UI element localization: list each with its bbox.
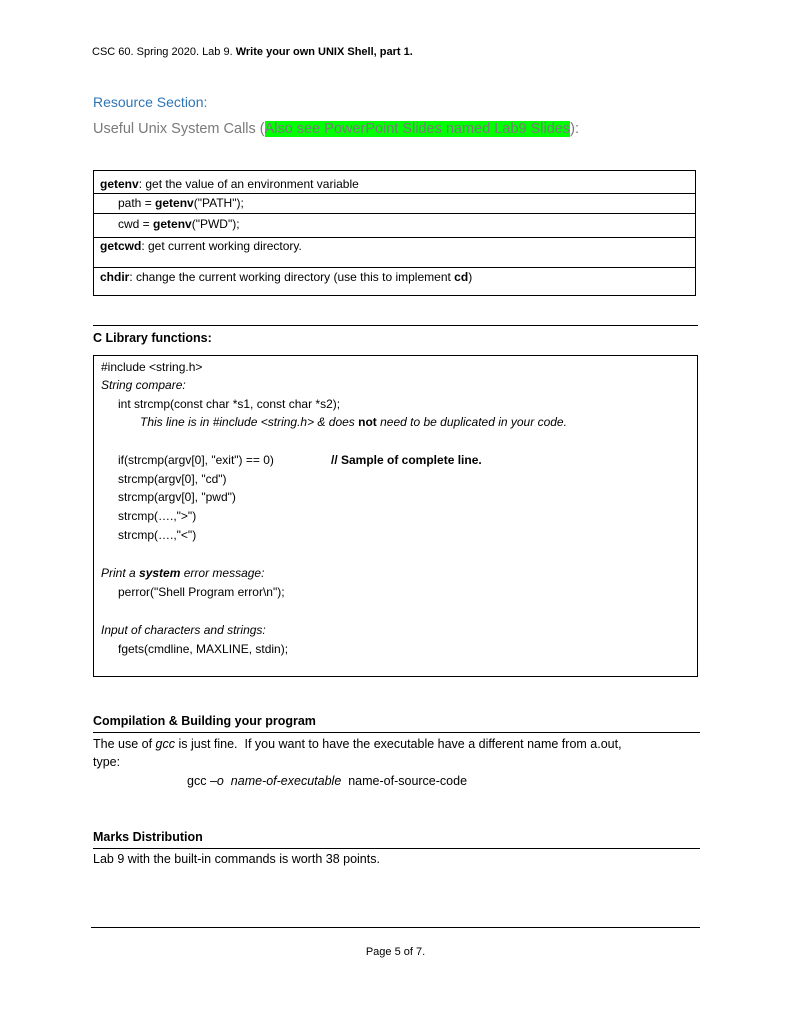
header-course: CSC 60. Spring 2020. Lab 9. bbox=[92, 46, 236, 58]
useful-suffix: ): bbox=[570, 121, 579, 137]
perror-line: perror("Shell Program error\n"); bbox=[118, 585, 285, 599]
compilation-heading: Compilation & Building your program bbox=[93, 714, 316, 728]
resource-section-title: Resource Section: bbox=[93, 94, 208, 110]
chdir-row bbox=[94, 267, 695, 295]
useful-syscalls-line bbox=[93, 121, 579, 137]
page-number: Page 5 of 7. bbox=[365, 946, 426, 958]
path-arg: ("PATH"); bbox=[193, 196, 244, 210]
highlighted-note: Also see PowerPoint Slides named Lab9 Slides bbox=[264, 121, 571, 137]
print-bold: system bbox=[139, 566, 181, 580]
path-getenv: getenv bbox=[155, 196, 194, 210]
marks-heading: Marks Distribution bbox=[93, 830, 203, 844]
getcwd-name: getcwd bbox=[100, 239, 142, 253]
path-assign: path = bbox=[118, 196, 156, 210]
syscalls-table bbox=[93, 170, 696, 296]
clib-box bbox=[93, 355, 698, 677]
cmd-src: name-of-source-code bbox=[341, 774, 468, 788]
path-row bbox=[94, 193, 695, 214]
marks-text: Lab 9 with the built-in commands is worth 38 points. bbox=[93, 852, 380, 866]
cwd-getenv: getenv bbox=[153, 217, 192, 231]
chdir-desc: : change the current working directory (use this to implement bbox=[129, 270, 455, 284]
header-title: Write your own UNIX Shell, part 1. bbox=[235, 46, 413, 58]
getenv-name: getenv bbox=[100, 177, 139, 191]
sample-line: if(strcmp(argv[0], "exit") == 0) bbox=[118, 453, 274, 467]
compilation-rule bbox=[93, 732, 700, 733]
print-error-label bbox=[101, 566, 264, 580]
line1-pre: The use of bbox=[93, 737, 156, 751]
cmd-flag: –o name-of-executable bbox=[209, 774, 342, 788]
footer-rule bbox=[91, 927, 700, 928]
strcmp-pwd: strcmp(argv[0], "pwd") bbox=[118, 490, 236, 504]
getenv-row bbox=[94, 171, 695, 194]
note-bold: not bbox=[358, 415, 377, 429]
page-header bbox=[92, 46, 413, 58]
print-pre: Print a bbox=[101, 566, 140, 580]
chdir-name: chdir bbox=[100, 270, 130, 284]
clib-heading: C Library functions: bbox=[93, 331, 212, 345]
clib-rule bbox=[93, 325, 698, 326]
input-label: Input of characters and strings: bbox=[101, 623, 266, 637]
strcmp-gt: strcmp(….,">") bbox=[118, 509, 197, 523]
strcmp-lt: strcmp(….,"<") bbox=[118, 528, 197, 542]
include-line: #include <string.h> bbox=[101, 360, 203, 374]
line1-post: is just fine. If you want to have the executable have a different name from a.out, bbox=[175, 737, 622, 751]
getcwd-desc: : get current working directory. bbox=[141, 239, 302, 253]
compilation-line1 bbox=[93, 737, 622, 751]
getenv-desc: : get the value of an environment variable bbox=[138, 177, 359, 191]
strcmp-cd: strcmp(argv[0], "cd") bbox=[118, 472, 227, 486]
chdir-cd: cd bbox=[454, 270, 469, 284]
useful-prefix: Useful Unix System Calls ( bbox=[93, 121, 265, 137]
sample-comment: // Sample of complete line. bbox=[331, 453, 482, 467]
strcmp-proto: int strcmp(const char *s1, const char *s2); bbox=[118, 397, 341, 411]
cwd-row bbox=[94, 213, 695, 238]
cmd-gcc: gcc bbox=[187, 774, 210, 788]
note-post: need to be duplicated in your code. bbox=[376, 415, 567, 429]
include-note bbox=[140, 415, 567, 429]
fgets-line: fgets(cmdline, MAXLINE, stdin); bbox=[118, 642, 289, 656]
cwd-assign: cwd = bbox=[118, 217, 154, 231]
note-pre: This line is in #include <string.h> & does bbox=[140, 415, 359, 429]
line1-gcc: gcc bbox=[155, 737, 175, 751]
gcc-command bbox=[187, 774, 467, 788]
marks-rule bbox=[93, 848, 700, 849]
getcwd-row bbox=[94, 237, 695, 268]
print-post: error message: bbox=[180, 566, 265, 580]
chdir-end: ) bbox=[468, 270, 473, 284]
string-compare-label: String compare: bbox=[101, 378, 186, 392]
cwd-arg: ("PWD"); bbox=[191, 217, 240, 231]
compilation-line2: type: bbox=[93, 755, 121, 769]
